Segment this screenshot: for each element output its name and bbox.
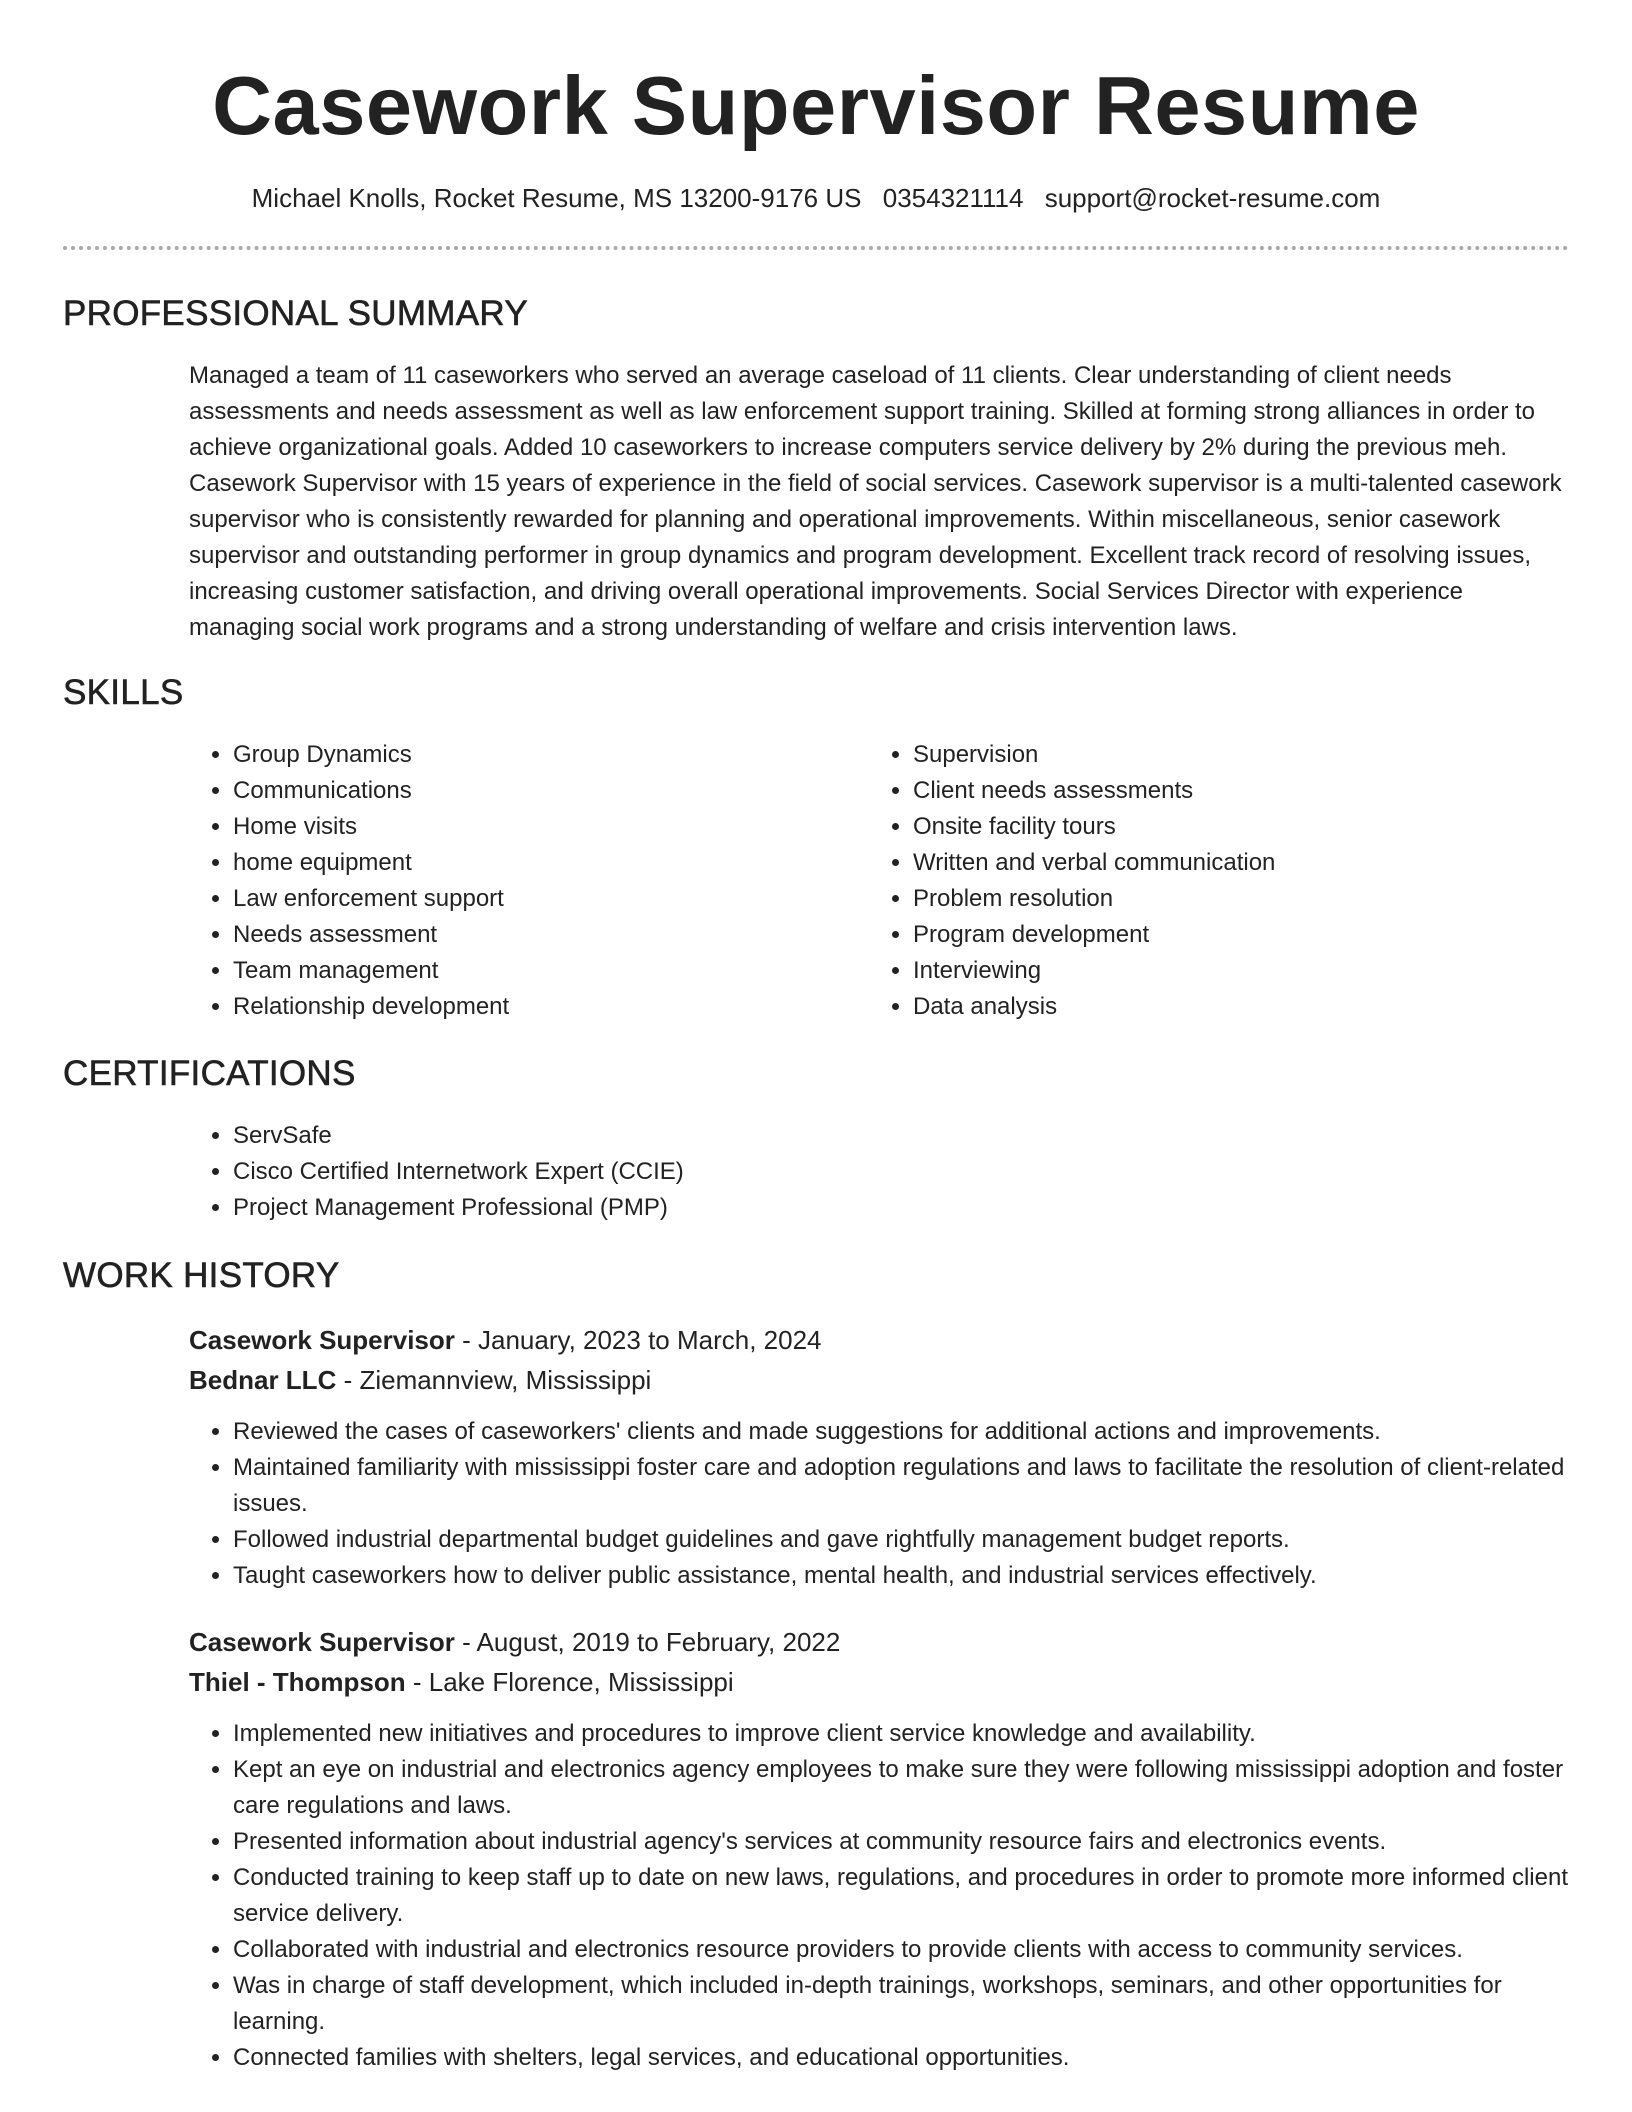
skill-item: • Interviewing bbox=[913, 953, 1549, 989]
job-company: Bednar LLC bbox=[189, 1365, 337, 1395]
certification-item: • Project Management Professional (PMP) bbox=[233, 1190, 1569, 1226]
job-bullet: • Implemented new initiatives and procedures to improve client service knowledge and availability. bbox=[233, 1716, 1569, 1752]
job-bullet: • Taught caseworkers how to deliver public assistance, mental health, and industrial services effectively. bbox=[233, 1558, 1569, 1594]
job-bullet: • Kept an eye on industrial and electronics agency employees to make sure they were following mississippi adoption and foster care regulations and laws. bbox=[233, 1752, 1569, 1824]
certifications-section bbox=[63, 1118, 1569, 1226]
certifications-heading: CERTIFICATIONS bbox=[63, 1054, 356, 1093]
work-history-section bbox=[63, 1320, 1569, 2076]
contact-line bbox=[63, 182, 1569, 214]
skill-item: • Problem resolution bbox=[913, 881, 1549, 917]
skill-item: • Needs assessment bbox=[233, 917, 869, 953]
skill-item: • Supervision bbox=[913, 737, 1549, 773]
skills-section bbox=[63, 737, 1569, 1025]
job-entry bbox=[189, 1622, 1569, 2076]
certifications-list bbox=[189, 1118, 1569, 1226]
contact-email: support@rocket-resume.com bbox=[1044, 183, 1381, 213]
skill-item: • Communications bbox=[233, 773, 869, 809]
job-bullets bbox=[189, 1716, 1569, 2076]
certification-item: • Cisco Certified Internetwork Expert (CCIE) bbox=[233, 1154, 1569, 1190]
job-location: - Lake Florence, Mississippi bbox=[405, 1667, 734, 1697]
certification-item: • ServSafe bbox=[233, 1118, 1569, 1154]
job-bullet: • Maintained familiarity with mississippi foster care and adoption regulations and laws to facilitate the resolution of client-related issues. bbox=[233, 1450, 1569, 1522]
skill-item: • Data analysis bbox=[913, 989, 1549, 1025]
job-company: Thiel - Thompson bbox=[189, 1667, 406, 1697]
job-bullets bbox=[189, 1414, 1569, 1594]
contact-address: Michael Knolls, Rocket Resume, MS 13200-9176 US bbox=[251, 183, 862, 213]
job-company-line bbox=[189, 1662, 1569, 1702]
skill-item: • Written and verbal communication bbox=[913, 845, 1549, 881]
job-title: Casework Supervisor bbox=[189, 1325, 455, 1355]
job-bullet: • Presented information about industrial agency's services at community resource fairs and electronics events. bbox=[233, 1824, 1569, 1860]
skills-grid bbox=[189, 737, 1569, 1025]
job-title-line bbox=[189, 1622, 1569, 1662]
job-location: - Ziemannview, Mississippi bbox=[336, 1365, 652, 1395]
skill-item: • home equipment bbox=[233, 845, 869, 881]
skills-list-left bbox=[189, 737, 869, 1025]
skills-list-right bbox=[869, 737, 1549, 1025]
resume-title: Casework Supervisor Resume bbox=[212, 59, 1420, 152]
job-bullet: • Followed industrial departmental budget guidelines and gave rightfully management budget reports. bbox=[233, 1522, 1569, 1558]
skill-item: • Client needs assessments bbox=[913, 773, 1549, 809]
skill-item: • Home visits bbox=[233, 809, 869, 845]
header-divider bbox=[63, 246, 1569, 250]
summary-heading: PROFESSIONAL SUMMARY bbox=[63, 294, 528, 333]
summary-text: Managed a team of 11 caseworkers who served an average caseload of 11 clients. Clear understanding of client needs assessments and needs assessment as well as law enforcement support training. Skilled at forming strong alliances in order to achieve organizational goals. Added 10 caseworkers to increase computers service delivery by 2% during the previous meh. Casework Supervisor with 15 years of experience in the field of social services. Casework supervisor is a multi-talented casework supervisor who is consistently rewarded for planning and operational improvements. Within miscellaneous, senior casework supervisor and outstanding performer in group dynamics and program development. Excellent track record of resolving issues, increasing customer satisfaction, and driving overall operational improvements. Social Services Director with experience managing social work programs and a strong understanding of welfare and crisis intervention laws. bbox=[189, 362, 1562, 641]
skill-item: • Onsite facility tours bbox=[913, 809, 1549, 845]
skill-item: • Team management bbox=[233, 953, 869, 989]
job-bullet: • Conducted training to keep staff up to date on new laws, regulations, and procedures in order to promote more informed client service delivery. bbox=[233, 1860, 1569, 1932]
summary-section bbox=[63, 358, 1569, 646]
job-title: Casework Supervisor bbox=[189, 1627, 455, 1657]
job-title-line bbox=[189, 1320, 1569, 1360]
job-bullet: • Was in charge of staff development, which included in-depth trainings, workshops, seminars, and other opportunities for learning. bbox=[233, 1968, 1569, 2040]
skills-heading: SKILLS bbox=[63, 673, 184, 712]
job-dates: - August, 2019 to February, 2022 bbox=[454, 1627, 841, 1657]
job-bullet: • Reviewed the cases of caseworkers' clients and made suggestions for additional actions and improvements. bbox=[233, 1414, 1569, 1450]
skills-column-left bbox=[189, 737, 869, 1025]
job-entry bbox=[189, 1320, 1569, 1594]
skill-item: • Group Dynamics bbox=[233, 737, 869, 773]
contact-phone: 0354321114 bbox=[882, 183, 1024, 213]
job-bullet: • Collaborated with industrial and electronics resource providers to provide clients with access to community services. bbox=[233, 1932, 1569, 1968]
skills-column-right bbox=[869, 737, 1549, 1025]
work-history-heading: WORK HISTORY bbox=[63, 1256, 340, 1295]
skill-item: • Program development bbox=[913, 917, 1549, 953]
skill-item: • Law enforcement support bbox=[233, 881, 869, 917]
skill-item: • Relationship development bbox=[233, 989, 869, 1025]
job-dates: - January, 2023 to March, 2024 bbox=[454, 1325, 822, 1355]
job-company-line bbox=[189, 1360, 1569, 1400]
job-bullet: • Connected families with shelters, legal services, and educational opportunities. bbox=[233, 2040, 1569, 2076]
